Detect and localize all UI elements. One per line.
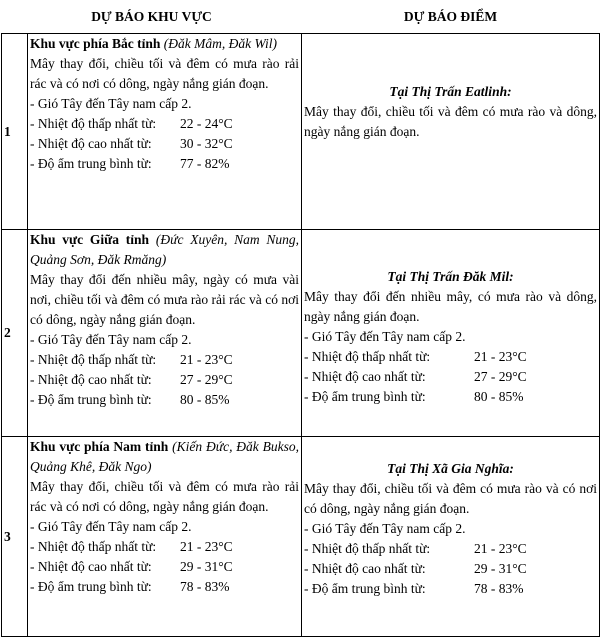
area-humidity: [30, 154, 299, 174]
table-row: [2, 34, 600, 230]
max-temp-label: - Nhiệt độ cao nhất từ:: [30, 136, 152, 151]
min-temp-value: 21 - 23°C: [180, 352, 233, 367]
area-min-temp: [30, 114, 299, 134]
humidity-label: - Độ ẩm trung bình từ:: [30, 156, 152, 171]
area-max-temp: [30, 134, 299, 154]
min-temp-label: - Nhiệt độ thấp nhất từ:: [30, 539, 157, 554]
humidity-value: 78 - 83%: [474, 581, 524, 596]
point-humidity: [304, 579, 597, 599]
header-row: [2, 0, 600, 34]
point-weather: Mây thay đổi, chiều tối và đêm có mưa rào và dông, ngày nắng gián đoạn.: [304, 104, 597, 139]
point-max-temp: [304, 367, 597, 387]
area-cell: [28, 437, 302, 637]
area-humidity: [30, 577, 299, 597]
area-max-temp: [30, 557, 299, 577]
min-temp-value: 21 - 23°C: [474, 541, 527, 556]
area-wind: - Gió Tây đến Tây nam cấp 2.: [30, 332, 192, 347]
area-places: (Kiến Đức, Đăk Bukso, Quảng Khê, Đăk Ngo): [30, 439, 299, 474]
area-wind: - Gió Tây đến Tây nam cấp 2.: [30, 519, 192, 534]
area-name: Khu vực Giữa tỉnh: [30, 232, 150, 247]
point-weather: Mây thay đổi đến nhiều mây, có mưa rào và dông, ngày nắng gián đoạn.: [304, 289, 597, 324]
area-heading: [30, 34, 299, 54]
row-number: 3: [2, 437, 28, 637]
area-places: (Đăk Mâm, Đăk Wil): [160, 36, 277, 51]
max-temp-value: 30 - 32°C: [180, 136, 233, 151]
point-max-temp: [304, 559, 597, 579]
area-name: Khu vực phía Bắc tỉnh: [30, 36, 161, 51]
area-weather: Mây thay đổi, chiều tối và đêm có mưa rào rải rác và có nơi có dông, ngày nắng gián đoạn.: [30, 56, 299, 91]
point-title: Tại Thị Trấn Đăk Mil:: [387, 269, 514, 284]
area-name: Khu vực phía Nam tỉnh: [30, 439, 169, 454]
header-area: DỰ BÁO KHU VỰC: [2, 0, 302, 34]
forecast-table: [1, 0, 600, 637]
humidity-value: 80 - 85%: [180, 392, 230, 407]
area-max-temp: [30, 370, 299, 390]
min-temp-value: 22 - 24°C: [180, 116, 233, 131]
area-humidity: [30, 390, 299, 410]
row-number: 2: [2, 230, 28, 437]
point-cell: [302, 230, 600, 437]
max-temp-value: 27 - 29°C: [474, 369, 527, 384]
point-min-temp: [304, 347, 597, 367]
humidity-label: - Độ ẩm trung bình từ:: [304, 389, 426, 404]
max-temp-label: - Nhiệt độ cao nhất từ:: [304, 369, 426, 384]
max-temp-value: 29 - 31°C: [180, 559, 233, 574]
point-cell: [302, 437, 600, 637]
header-point: DỰ BÁO ĐIỂM: [302, 0, 600, 34]
humidity-label: - Độ ẩm trung bình từ:: [304, 581, 426, 596]
point-wind: - Gió Tây đến Tây nam cấp 2.: [304, 521, 466, 536]
max-temp-label: - Nhiệt độ cao nhất từ:: [30, 372, 152, 387]
area-wind: - Gió Tây đến Tây nam cấp 2.: [30, 96, 192, 111]
max-temp-value: 27 - 29°C: [180, 372, 233, 387]
min-temp-value: 21 - 23°C: [474, 349, 527, 364]
area-heading: [30, 437, 299, 477]
min-temp-label: - Nhiệt độ thấp nhất từ:: [304, 541, 431, 556]
point-cell: [302, 34, 600, 230]
area-cell: [28, 230, 302, 437]
area-places: (Đức Xuyên, Nam Nung, Quảng Sơn, Đăk Rmăng): [30, 232, 299, 267]
humidity-label: - Độ ẩm trung bình từ:: [30, 392, 152, 407]
table-row: [2, 230, 600, 437]
min-temp-value: 21 - 23°C: [180, 539, 233, 554]
max-temp-label: - Nhiệt độ cao nhất từ:: [304, 561, 426, 576]
area-min-temp: [30, 350, 299, 370]
humidity-label: - Độ ẩm trung bình từ:: [30, 579, 152, 594]
row-number: 1: [2, 34, 28, 230]
point-humidity: [304, 387, 597, 407]
humidity-value: 77 - 82%: [180, 156, 230, 171]
humidity-value: 78 - 83%: [180, 579, 230, 594]
table-row: [2, 437, 600, 637]
max-temp-value: 29 - 31°C: [474, 561, 527, 576]
point-min-temp: [304, 539, 597, 559]
point-title: Tại Thị Trấn Eatlinh:: [389, 84, 512, 99]
point-wind: - Gió Tây đến Tây nam cấp 2.: [304, 329, 466, 344]
min-temp-label: - Nhiệt độ thấp nhất từ:: [30, 116, 157, 131]
area-cell: [28, 34, 302, 230]
humidity-value: 80 - 85%: [474, 389, 524, 404]
area-weather: Mây thay đổi, chiều tối và đêm có mưa rào rải rác và có nơi có dông, ngày nắng gián đoạn.: [30, 479, 299, 514]
area-weather: Mây thay đổi đến nhiều mây, ngày có mưa vài nơi, chiều tối và đêm có mưa rào rải rác và có nơi có dông, ngày nắng gián đoạn.: [30, 272, 299, 327]
max-temp-label: - Nhiệt độ cao nhất từ:: [30, 559, 152, 574]
min-temp-label: - Nhiệt độ thấp nhất từ:: [304, 349, 431, 364]
area-min-temp: [30, 537, 299, 557]
point-weather: Mây thay đổi, chiều tối và đêm có mưa rào và có nơi có dông, ngày nắng gián đoạn.: [304, 481, 597, 516]
min-temp-label: - Nhiệt độ thấp nhất từ:: [30, 352, 157, 367]
area-heading: [30, 230, 299, 270]
point-title: Tại Thị Xã Gia Nghĩa:: [387, 461, 514, 476]
